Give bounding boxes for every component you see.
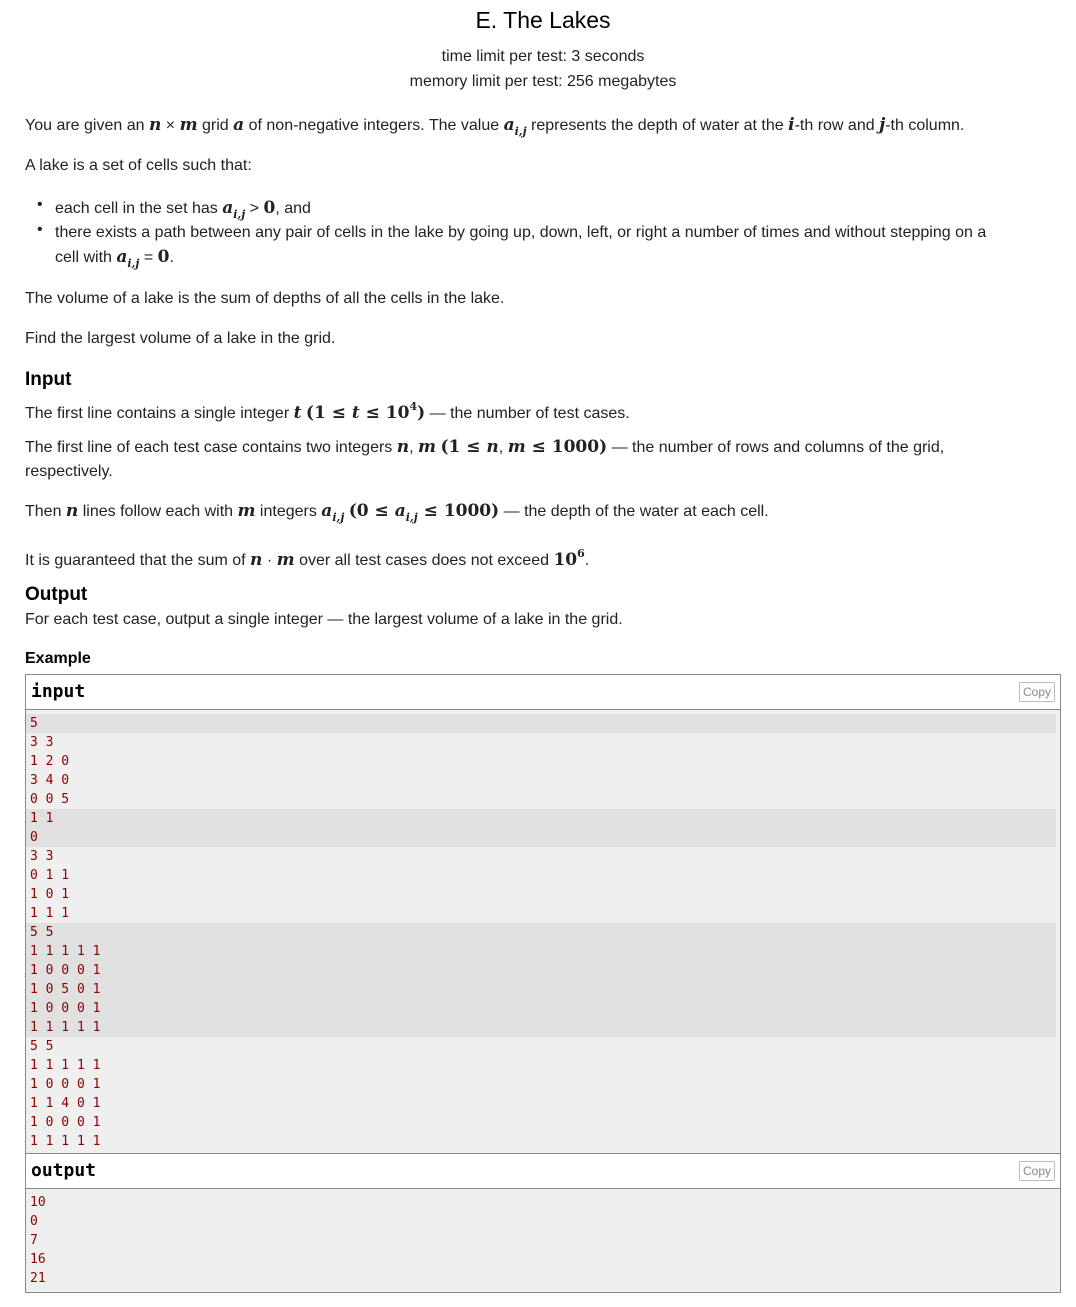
input-code-line: 1 0 0 0 1 bbox=[26, 999, 1056, 1018]
input-code-line: 1 0 0 0 1 bbox=[30, 1115, 101, 1130]
input-line-3: Then n lines follow each with m integers $a_{i,j}$ $(0 \le a_{i,j} \le 1000)$ — the depth of the water at each cell. bbox=[25, 501, 769, 524]
output-description: For each test case, output a single integer — the largest volume of a lake in the grid. bbox=[25, 611, 623, 628]
output-code-line: 21 bbox=[30, 1271, 46, 1286]
input-code-line: 3 3 bbox=[30, 735, 54, 750]
input-code-line: 1 1 bbox=[26, 809, 1056, 828]
problem-title: E. The Lakes bbox=[475, 7, 611, 33]
input-code-line: 3 3 bbox=[30, 849, 54, 864]
input-code-line: 1 1 1 1 1 bbox=[26, 942, 1056, 961]
example-input-box bbox=[25, 674, 1061, 1154]
output-code-line: 0 bbox=[30, 1214, 38, 1229]
input-code-line: 0 1 1 bbox=[30, 868, 70, 883]
input-line-1: The first line contains a single integer t $(1 \le t \le 10^4)$ — the number of test cases. bbox=[25, 400, 630, 423]
input-code-line: 5 5 bbox=[30, 1039, 54, 1054]
input-code-line: 1 0 1 bbox=[30, 887, 70, 902]
output-code-line: 10 bbox=[30, 1195, 46, 1210]
input-code-line: 5 5 bbox=[26, 923, 1056, 942]
output-code-line: 16 bbox=[30, 1252, 46, 1267]
input-heading: Input bbox=[25, 369, 72, 390]
bullet-icon: • bbox=[37, 196, 43, 213]
example-output-header bbox=[26, 1154, 1060, 1189]
statement-paragraph-4: Find the largest volume of a lake in the grid. bbox=[25, 330, 336, 347]
input-line-4: It is guaranteed that the sum of n · m over all test cases does not exceed $10^6$. bbox=[25, 547, 590, 570]
input-code-line: 1 0 0 0 1 bbox=[30, 1077, 101, 1092]
copy-input-button[interactable]: Copy bbox=[1019, 682, 1055, 702]
input-code-line: 0 bbox=[26, 828, 1056, 847]
statement-paragraph-2: A lake is a set of cells such that: bbox=[25, 157, 252, 174]
input-code-line: 5 bbox=[26, 714, 1056, 733]
time-limit: time limit per test: 3 seconds bbox=[441, 48, 645, 65]
input-code-line: 1 1 1 1 1 bbox=[26, 1018, 1056, 1037]
copy-output-button[interactable]: Copy bbox=[1019, 1161, 1055, 1181]
statement-paragraph-1: You are given an n × m grid a of non-negative integers. The value $a_{i,j}$ represents the depth of water at the i-th row and j-th column. bbox=[25, 115, 965, 138]
input-code-line: 3 4 0 bbox=[30, 773, 70, 788]
example-input-header bbox=[26, 675, 1060, 710]
output-code-line: 7 bbox=[30, 1233, 38, 1248]
example-output-box bbox=[25, 1153, 1061, 1293]
input-line-2: The first line of each test case contains two integers n, m (1 ≤ n, m ≤ 1000) — the number of rows and columns of the grid, respectively. bbox=[25, 437, 945, 480]
input-code-line: 0 0 5 bbox=[30, 792, 70, 807]
input-code-line: 1 1 4 0 1 bbox=[30, 1096, 101, 1111]
list-item: each cell in the set has $a_{i,j} > 0$, and bbox=[55, 198, 311, 221]
example-input-label: input bbox=[31, 681, 86, 702]
example-input-code bbox=[26, 710, 1060, 1151]
output-heading: Output bbox=[25, 584, 88, 605]
list-item: there exists a path between any pair of cells in the lake by going up, down, left, or right a number of times and without stepping on a cell with $a_{i,j} = 0$. bbox=[55, 224, 987, 270]
example-output-code bbox=[26, 1189, 1060, 1288]
example-output-label: output bbox=[31, 1160, 97, 1181]
input-code-line: 1 2 0 bbox=[30, 754, 70, 769]
input-code-line: 1 1 1 1 1 bbox=[30, 1058, 101, 1073]
bullet-icon: • bbox=[37, 221, 43, 238]
example-heading: Example bbox=[25, 650, 91, 667]
statement-paragraph-3: The volume of a lake is the sum of depths of all the cells in the lake. bbox=[25, 290, 505, 307]
input-code-line: 1 1 1 1 1 bbox=[30, 1134, 101, 1149]
input-code-line: 1 0 0 0 1 bbox=[26, 961, 1056, 980]
input-code-line: 1 0 5 0 1 bbox=[26, 980, 1056, 999]
memory-limit: memory limit per test: 256 megabytes bbox=[409, 73, 677, 90]
input-code-line: 1 1 1 bbox=[30, 906, 70, 921]
